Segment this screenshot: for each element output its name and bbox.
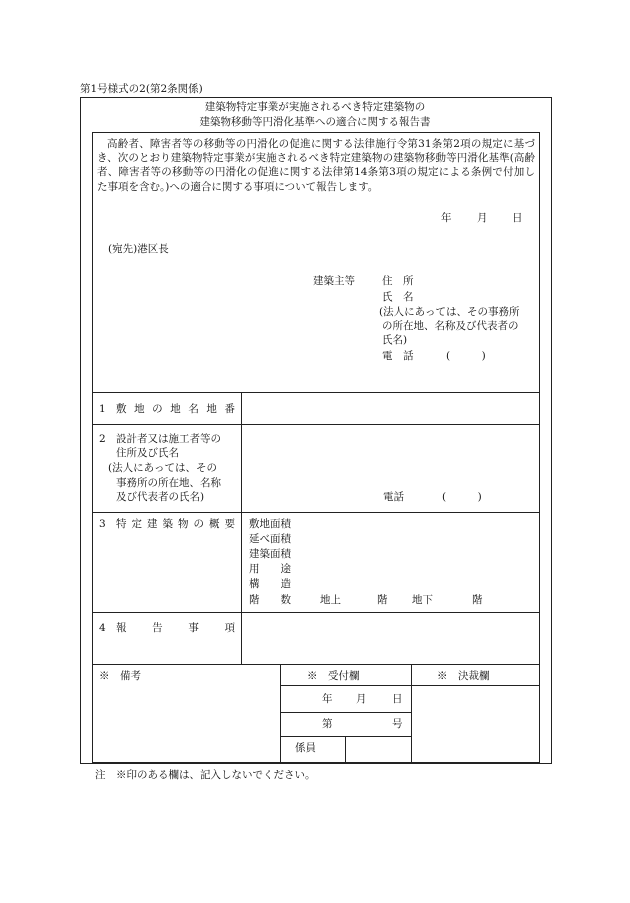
decision-label: ※ 決裁欄 [437, 670, 490, 682]
row-2-num: 2 [99, 433, 106, 445]
below-ground-label: 地下 [412, 594, 433, 606]
floors-label: 階 数 [249, 594, 291, 606]
row-divider-3 [92, 512, 539, 513]
usage-label: 用 途 [249, 563, 291, 575]
addressee: (宛先)港区長 [108, 243, 169, 255]
corp-note-1: (法人にあっては、その事務所 [379, 306, 520, 318]
reception-year: 年 [322, 693, 333, 705]
row-2-note-1: (法人にあっては、その [108, 462, 217, 474]
reception-go: 号 [392, 718, 403, 730]
row-1-label: 敷 地 の 地 名 地 番 [116, 403, 235, 415]
title-line-2: 建築物移動等円滑化基準への適合に関する報告書 [199, 116, 431, 128]
reception-dai: 第 [322, 718, 333, 730]
remarks-label: ※ 備考 [99, 670, 141, 682]
applicant-label: 建築主等 [313, 275, 355, 287]
row-divider-4 [92, 612, 539, 613]
label-column-divider [241, 392, 242, 664]
above-floor-unit: 階 [377, 594, 388, 606]
site-area-label: 敷地面積 [249, 518, 291, 530]
form-number: 第1号様式の2(第2条関係) [80, 83, 203, 95]
row-2-label-2: 住所及び氏名 [116, 447, 179, 459]
above-ground-label: 地上 [320, 594, 341, 606]
footer-divider-remarks [280, 664, 281, 762]
date-year: 年 [441, 212, 452, 224]
date-month: 月 [477, 212, 488, 224]
row-3-num: 3 [99, 518, 106, 530]
intro-paragraph: 高齢者、障害者等の移動等の円滑化の促進に関する法律施行令第31条第2項の規定に基づき、次のとおり建築物特定事業が実施されるべき特定建築物の建築物移動等円滑化基準(高齢者、障害者等の移動等の円滑化の促進に関する法律第14条第3項の規定による条例で付加した事項を含む。)への適合に関する事項について報告します。 [97, 138, 535, 193]
title-line-1: 建築物特定事業が実施されるべき特定建築物の [204, 101, 426, 113]
reception-line-1 [280, 712, 411, 713]
row-1-num: 1 [99, 403, 106, 415]
row-4-num: 4 [99, 622, 106, 634]
phone-label: 電 話 [382, 350, 414, 362]
floor-area-label: 延べ面積 [249, 533, 291, 545]
name-label: 氏 名 [382, 291, 414, 303]
reception-day: 日 [392, 693, 403, 705]
reception-label: ※ 受付欄 [307, 670, 360, 682]
row-2-phone-label: 電話 [383, 491, 404, 503]
corp-note-2: の所在地、名称及び代表者の [382, 320, 519, 332]
address-label: 住 所 [382, 275, 414, 287]
row-divider-1 [92, 392, 539, 393]
row-divider-5 [92, 664, 539, 665]
row-3-label: 特 定 建 築 物 の 概 要 [116, 518, 235, 530]
building-area-label: 建築面積 [249, 548, 291, 560]
row-2-phone-paren: ( ) [442, 491, 482, 503]
row-2-note-3: 及び代表者の氏名) [116, 491, 205, 503]
footer-header-line [280, 685, 539, 686]
row-2-label-1: 設計者又は施工者等の [116, 433, 221, 445]
structure-label: 構 造 [249, 578, 291, 590]
row-2-note-2: 事務所の所在地、名称 [116, 477, 221, 489]
phone-paren: ( ) [446, 350, 486, 362]
clerk-label: 係員 [295, 742, 316, 754]
below-floor-unit: 階 [472, 594, 483, 606]
row-4-label: 報 告 事 項 [116, 622, 235, 634]
clerk-divider [345, 736, 346, 762]
date-day: 日 [512, 212, 523, 224]
footer-divider-decision [411, 664, 412, 762]
reception-month: 月 [356, 693, 367, 705]
row-divider-2 [92, 424, 539, 425]
footnote: 注 ※印のある欄は、記入しないでください。 [95, 769, 316, 781]
corp-note-3: 氏名) [382, 334, 408, 346]
